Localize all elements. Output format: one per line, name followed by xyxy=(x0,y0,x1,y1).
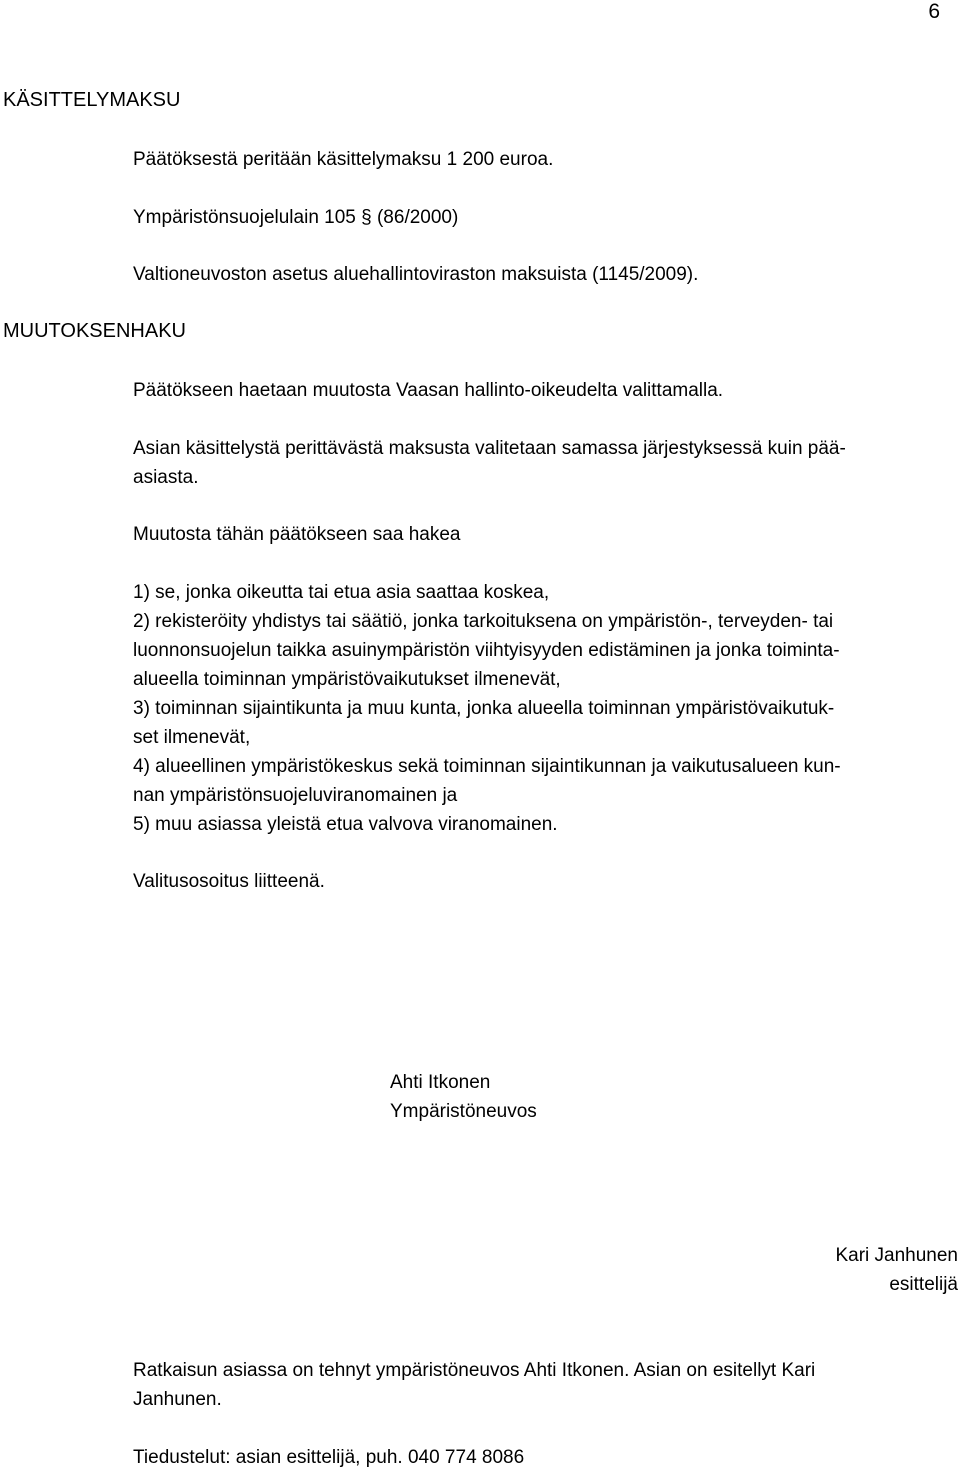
heading-muutoksenhaku: MUUTOKSENHAKU xyxy=(3,320,186,342)
appellant-line: 3) toiminnan sijaintikunta ja muu kunta, jonka alueella toiminnan ympäristövaikutuk- xyxy=(133,698,835,719)
attachment-note: Valitusosoitus liitteenä. xyxy=(133,871,325,892)
signer-title: Ympäristöneuvos xyxy=(390,1101,537,1122)
appeal-court-text: Päätökseen haetaan muutosta Vaasan hallinto-oikeudelta valittamalla. xyxy=(133,380,724,401)
fee-appeal-paragraph xyxy=(133,434,958,492)
presenter-title: esittelijä xyxy=(889,1274,958,1295)
page-number: 6 xyxy=(928,0,940,23)
appellant-line: set ilmenevät, xyxy=(133,727,251,748)
decree-reference: Valtioneuvoston asetus aluehallintoviraston maksuista (1145/2009). xyxy=(133,264,699,285)
decision-line: Janhunen. xyxy=(133,1389,222,1410)
appellant-line: 1) se, jonka oikeutta tai etua asia saattaa koskea, xyxy=(133,582,550,603)
appellant-line: nan ympäristönsuojeluviranomainen ja xyxy=(133,785,458,806)
decision-line: Ratkaisun asiassa on tehnyt ympäristöneuvos Ahti Itkonen. Asian on esitellyt Kari xyxy=(133,1360,816,1381)
law-reference: Ympäristönsuojelulain 105 § (86/2000) xyxy=(133,207,459,228)
fee-appeal-line: Asian käsittelystä perittävästä maksusta valitetaan samassa järjestyksessä kuin pää- xyxy=(133,438,846,459)
who-can-appeal: Muutosta tähän päätökseen saa hakea xyxy=(133,524,461,545)
fee-appeal-line: asiasta. xyxy=(133,467,199,488)
presenter-block xyxy=(835,1241,958,1299)
appellants-list xyxy=(133,578,958,839)
heading-kasittelymaksu: KÄSITTELYMAKSU xyxy=(3,89,181,111)
contact-info: Tiedustelut: asian esittelijä, puh. 040 774 8086 xyxy=(133,1447,525,1468)
fee-text: Päätöksestä peritään käsittelymaksu 1 200 euroa. xyxy=(133,149,554,170)
appellant-line: alueella toiminnan ympäristövaikutukset ilmenevät, xyxy=(133,669,561,690)
appellant-line: 2) rekisteröity yhdistys tai säätiö, jonka tarkoituksena on ympäristön-, terveyden- tai xyxy=(133,611,834,632)
signer-name: Ahti Itkonen xyxy=(390,1072,491,1093)
appellant-line: 4) alueellinen ympäristökeskus sekä toiminnan sijaintikunnan ja vaikutusalueen kun- xyxy=(133,756,841,777)
appellant-line: 5) muu asiassa yleistä etua valvova viranomainen. xyxy=(133,814,558,835)
decision-paragraph xyxy=(133,1356,958,1414)
appellant-line: luonnonsuojelun taikka asuinympäristön viihtyisyyden edistäminen ja jonka toiminta- xyxy=(133,640,840,661)
presenter-name: Kari Janhunen xyxy=(835,1245,958,1266)
